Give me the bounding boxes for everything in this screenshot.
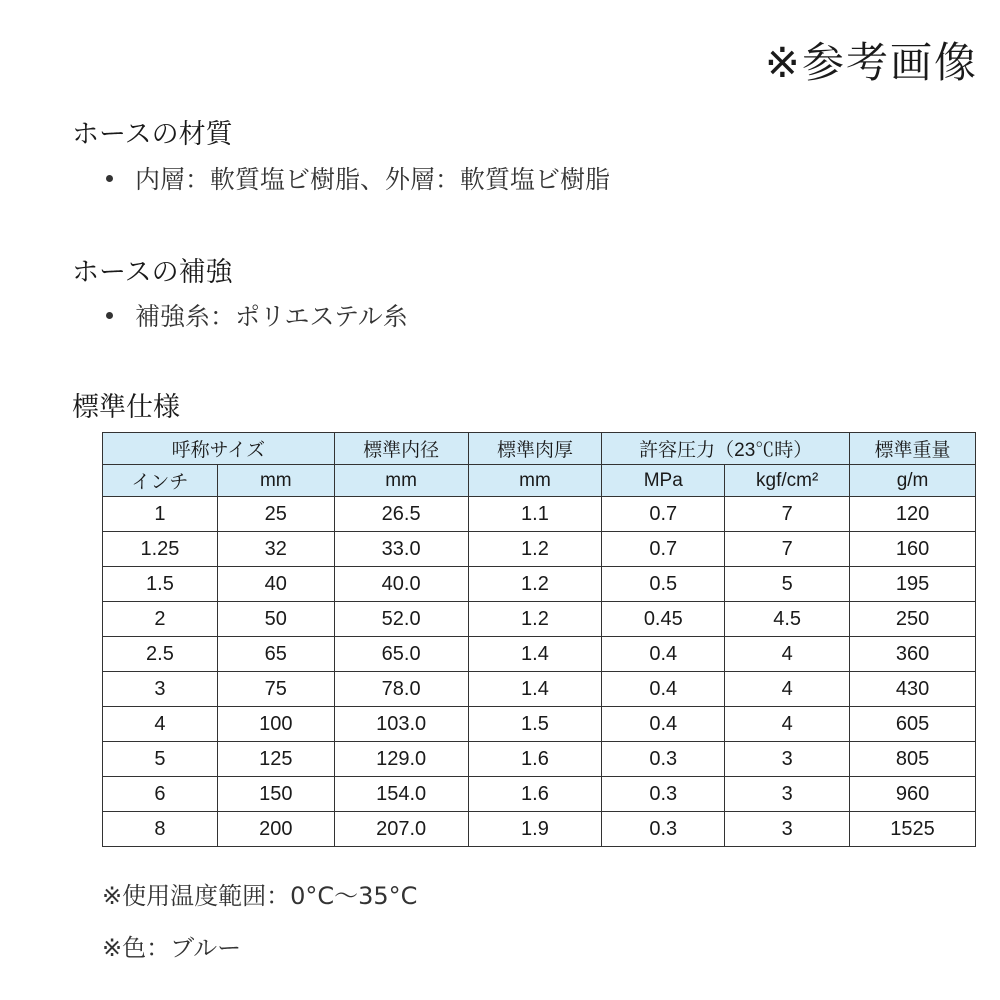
cell-kgf: 3 (725, 777, 850, 812)
cell-wall-thickness: 1.2 (468, 567, 602, 602)
cell-inch: 4 (103, 707, 218, 742)
reinforcement-heading: ホースの補強 (72, 257, 233, 288)
cell-size-mm: 200 (217, 812, 334, 847)
unit-gm: g/m (850, 465, 976, 497)
cell-kgf: 5 (725, 567, 850, 602)
cell-mpa: 0.3 (602, 812, 725, 847)
unit-kgf: kgf/cm² (725, 465, 850, 497)
cell-inch: 3 (103, 672, 218, 707)
bullet-icon (106, 175, 113, 182)
cell-inch: 8 (103, 812, 218, 847)
cell-size-mm: 150 (217, 777, 334, 812)
table-row (103, 602, 976, 637)
header-weight: 標準重量 (850, 433, 976, 465)
unit-thickness-mm: mm (468, 465, 602, 497)
cell-inner-diameter: 40.0 (334, 567, 468, 602)
cell-size-mm: 65 (217, 637, 334, 672)
cell-kgf: 4 (725, 707, 850, 742)
unit-inch: インチ (103, 465, 218, 497)
cell-inch: 5 (103, 742, 218, 777)
cell-mpa: 0.3 (602, 742, 725, 777)
table-row (103, 497, 976, 532)
cell-size-mm: 125 (217, 742, 334, 777)
cell-weight: 605 (850, 707, 976, 742)
cell-inch: 1.5 (103, 567, 218, 602)
cell-wall-thickness: 1.2 (468, 602, 602, 637)
table-header-row (103, 433, 976, 465)
cell-size-mm: 50 (217, 602, 334, 637)
cell-mpa: 0.4 (602, 672, 725, 707)
cell-weight: 360 (850, 637, 976, 672)
cell-mpa: 0.7 (602, 497, 725, 532)
cell-inner-diameter: 103.0 (334, 707, 468, 742)
cell-wall-thickness: 1.1 (468, 497, 602, 532)
cell-mpa: 0.5 (602, 567, 725, 602)
cell-weight: 1525 (850, 812, 976, 847)
table-row (103, 742, 976, 777)
cell-inch: 2 (103, 602, 218, 637)
cell-weight: 430 (850, 672, 976, 707)
cell-inner-diameter: 52.0 (334, 602, 468, 637)
cell-size-mm: 75 (217, 672, 334, 707)
reinforcement-bullet-text: 補強糸：ポリエステル糸 (135, 302, 408, 331)
cell-inch: 6 (103, 777, 218, 812)
cell-mpa: 0.3 (602, 777, 725, 812)
cell-inch: 1 (103, 497, 218, 532)
table-unit-row (103, 465, 976, 497)
cell-kgf: 3 (725, 742, 850, 777)
header-nominal-size: 呼称サイズ (103, 433, 335, 465)
header-wall-thickness: 標準肉厚 (468, 433, 602, 465)
cell-kgf: 4 (725, 637, 850, 672)
cell-wall-thickness: 1.9 (468, 812, 602, 847)
color-note: ※色：ブルー (102, 934, 242, 962)
cell-inner-diameter: 207.0 (334, 812, 468, 847)
cell-weight: 120 (850, 497, 976, 532)
cell-size-mm: 32 (217, 532, 334, 567)
table-row (103, 672, 976, 707)
reinforcement-bullet (106, 297, 408, 333)
cell-mpa: 0.7 (602, 532, 725, 567)
cell-inner-diameter: 129.0 (334, 742, 468, 777)
cell-mpa: 0.4 (602, 707, 725, 742)
cell-wall-thickness: 1.2 (468, 532, 602, 567)
cell-kgf: 4 (725, 672, 850, 707)
cell-weight: 805 (850, 742, 976, 777)
cell-kgf: 7 (725, 532, 850, 567)
cell-weight: 160 (850, 532, 976, 567)
material-heading: ホースの材質 (72, 119, 233, 150)
material-bullet-text: 内層：軟質塩ビ樹脂、外層：軟質塩ビ樹脂 (135, 165, 611, 194)
cell-inner-diameter: 65.0 (334, 637, 468, 672)
cell-inch: 1.25 (103, 532, 218, 567)
cell-kgf: 3 (725, 812, 850, 847)
cell-inner-diameter: 33.0 (334, 532, 468, 567)
table-row (103, 777, 976, 812)
cell-weight: 960 (850, 777, 976, 812)
table-row (103, 532, 976, 567)
spec-table (102, 432, 976, 847)
cell-size-mm: 40 (217, 567, 334, 602)
header-allowable-pressure: 許容圧力（23℃時） (602, 433, 850, 465)
cell-weight: 195 (850, 567, 976, 602)
unit-diameter-mm: mm (334, 465, 468, 497)
material-bullet (106, 160, 610, 196)
table-row (103, 707, 976, 742)
cell-inner-diameter: 26.5 (334, 497, 468, 532)
cell-size-mm: 25 (217, 497, 334, 532)
unit-mpa: MPa (602, 465, 725, 497)
cell-size-mm: 100 (217, 707, 334, 742)
cell-inner-diameter: 78.0 (334, 672, 468, 707)
spec-heading: 標準仕様 (72, 392, 180, 423)
cell-wall-thickness: 1.5 (468, 707, 602, 742)
cell-weight: 250 (850, 602, 976, 637)
cell-wall-thickness: 1.6 (468, 777, 602, 812)
cell-wall-thickness: 1.6 (468, 742, 602, 777)
header-inner-diameter: 標準内径 (334, 433, 468, 465)
cell-inch: 2.5 (103, 637, 218, 672)
table-row (103, 567, 976, 602)
table-row (103, 637, 976, 672)
spec-table-body (103, 497, 976, 847)
unit-size-mm: mm (217, 465, 334, 497)
table-row (103, 812, 976, 847)
cell-mpa: 0.45 (602, 602, 725, 637)
cell-kgf: 4.5 (725, 602, 850, 637)
cell-mpa: 0.4 (602, 637, 725, 672)
bullet-icon (106, 312, 113, 319)
cell-kgf: 7 (725, 497, 850, 532)
temperature-note: ※使用温度範囲：0°C～35°C (102, 882, 418, 910)
reference-image-label: ※参考画像 (764, 38, 978, 87)
cell-inner-diameter: 154.0 (334, 777, 468, 812)
cell-wall-thickness: 1.4 (468, 637, 602, 672)
cell-wall-thickness: 1.4 (468, 672, 602, 707)
